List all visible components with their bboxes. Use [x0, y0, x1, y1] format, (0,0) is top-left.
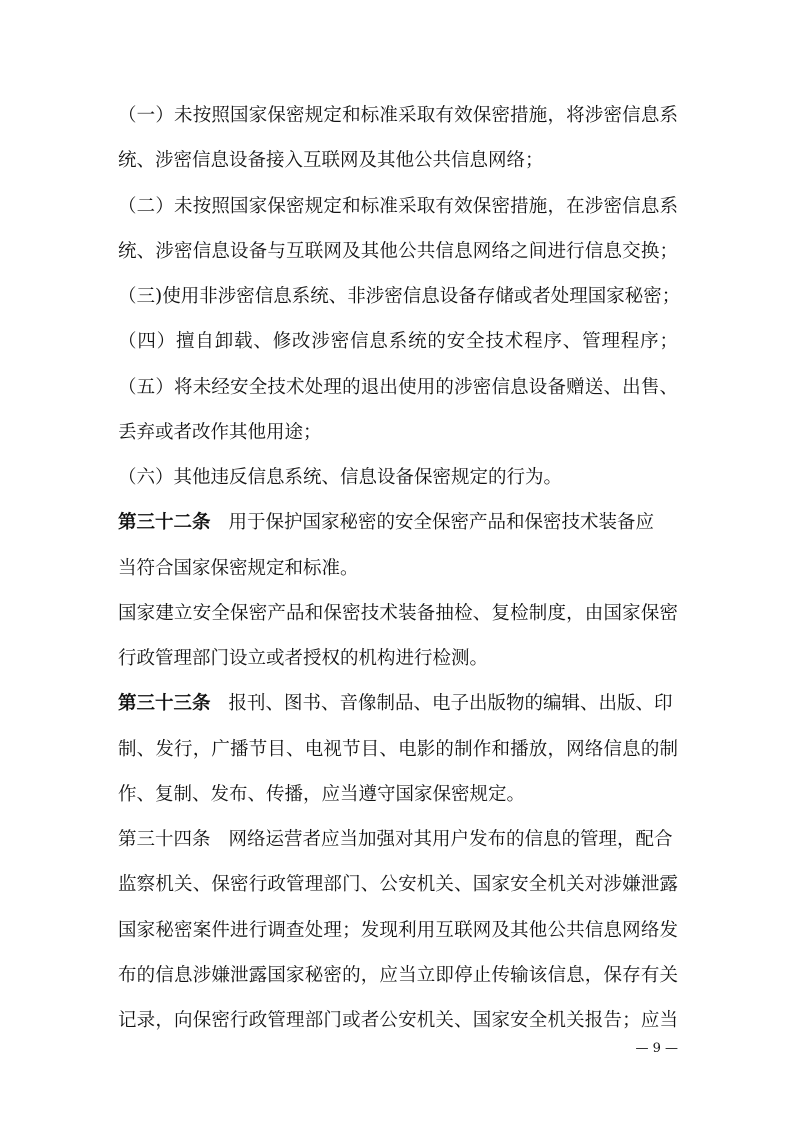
text-line — [118, 783, 678, 807]
line-text: 记录，向保密行政管理部门或者公安机关、国家安全机关报告；应当 — [118, 1010, 678, 1031]
text-line — [118, 240, 678, 264]
line-text: （四）擅自卸载、修改涉密信息系统的安全技术程序、管理程序； — [118, 331, 678, 352]
text-line — [118, 376, 678, 400]
line-text: 统、涉密信息设备与互联网及其他公共信息网络之间进行信息交换； — [118, 241, 678, 262]
text-line — [118, 919, 678, 943]
line-text: 国家建立安全保密产品和保密技术装备抽检、复检制度，由国家保密 — [118, 603, 678, 624]
text-line — [118, 466, 678, 490]
line-text: 布的信息涉嫌泄露国家秘密的，应当立即停止传输该信息，保存有关 — [118, 965, 678, 986]
line-text: 行政管理部门设立或者授权的机构进行检测。 — [118, 648, 489, 669]
text-line — [118, 330, 678, 354]
text-line — [118, 421, 678, 445]
line-text: 用于保护国家秘密的安全保密产品和保密技术装备应 — [228, 512, 655, 533]
text-line — [118, 149, 678, 173]
text-line — [118, 557, 678, 581]
text-line — [118, 104, 678, 128]
line-text: 监察机关、保密行政管理部门、公安机关、国家安全机关对涉嫌泄露 — [118, 874, 678, 895]
line-text: （五）将未经安全技术处理的退出使用的涉密信息设备赠送、出售、 — [118, 377, 678, 398]
line-text: 统、涉密信息设备接入互联网及其他公共信息网络； — [118, 150, 544, 171]
line-text: 作、复制、发布、传播，应当遵守国家保密规定。 — [118, 784, 526, 805]
text-line — [118, 964, 678, 988]
text-line — [118, 692, 678, 716]
line-text: （六）其他违反信息系统、信息设备保密规定的行为。 — [118, 467, 563, 488]
page-number: — 9 — — [635, 1041, 678, 1056]
text-line — [118, 738, 678, 762]
article-number: 第三十四条 — [118, 829, 211, 850]
text-line — [118, 511, 678, 535]
line-text: （一）未按照国家保密规定和标准采取有效保密措施，将涉密信息系 — [118, 105, 678, 126]
line-text: 网络运营者应当加强对其用户发布的信息的管理，配合 — [228, 829, 673, 850]
text-line — [118, 828, 678, 852]
line-text: 丢弃或者改作其他用途； — [118, 422, 322, 443]
line-text: （三)使用非涉密信息系统、非涉密信息设备存储或者处理国家秘密； — [118, 286, 681, 307]
text-line — [118, 195, 678, 219]
line-text: （二）未按照国家保密规定和标准采取有效保密措施，在涉密信息系 — [118, 196, 678, 217]
line-text: 国家秘密案件进行调查处理；发现利用互联网及其他公共信息网络发 — [118, 920, 678, 941]
article-number: 第三十三条 — [118, 693, 211, 714]
article-number: 第三十二条 — [118, 512, 211, 533]
text-line — [118, 1009, 678, 1033]
line-text: 当符合国家保密规定和标准。 — [118, 558, 359, 579]
text-line — [118, 647, 678, 671]
text-line — [118, 285, 681, 309]
text-line — [118, 873, 678, 897]
line-text: 报刊、图书、音像制品、电子出版物的编辑、出版、印 — [228, 693, 673, 714]
text-line — [118, 602, 678, 626]
line-text: 制、发行，广播节目、电视节目、电影的制作和播放，网络信息的制 — [118, 739, 678, 760]
